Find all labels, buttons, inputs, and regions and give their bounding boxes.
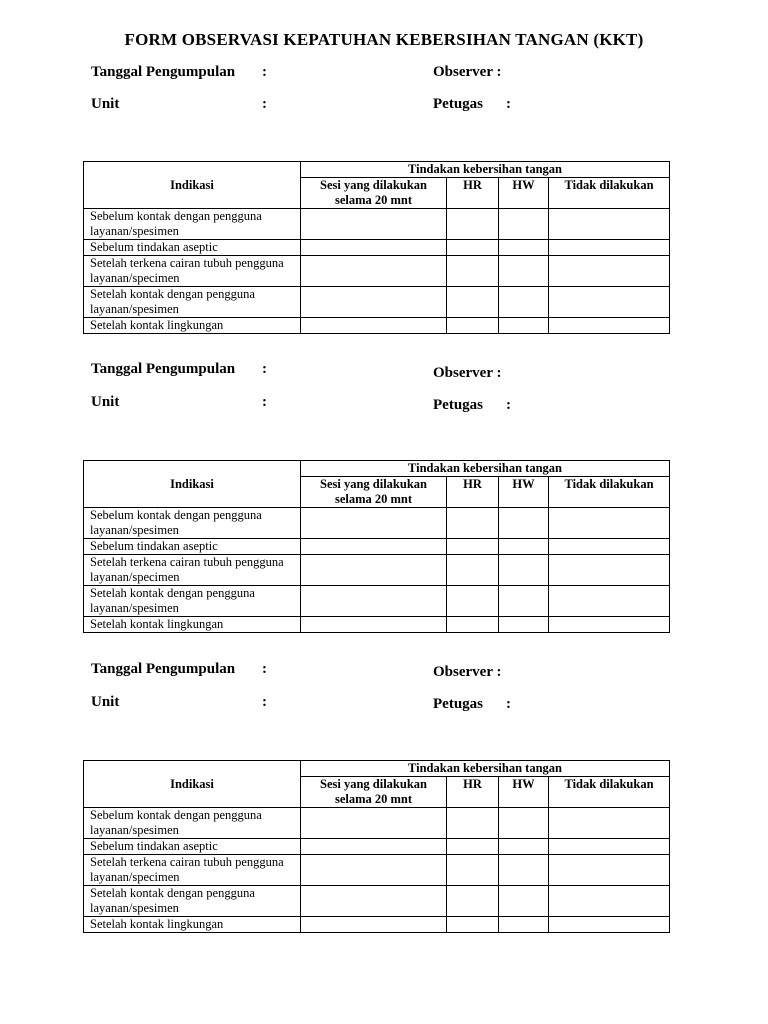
sesi-cell[interactable] xyxy=(301,617,447,633)
form-title: FORM OBSERVASI KEPATUHAN KEBERSIHAN TANGAN (KKT) xyxy=(124,30,644,49)
hr-cell[interactable] xyxy=(447,617,499,633)
hr-header: HR xyxy=(447,477,499,508)
observer-label: Observer : xyxy=(433,64,502,80)
hr-cell[interactable] xyxy=(447,917,499,933)
indikasi-cell: Setelah kontak dengan pengguna layanan/spesimen xyxy=(84,886,301,917)
table-row xyxy=(84,808,670,839)
indikasi-cell: Sebelum tindakan aseptic xyxy=(84,539,301,555)
unit-label: Unit xyxy=(91,394,120,410)
tanggal-colon: : xyxy=(262,661,267,677)
sesi-cell[interactable] xyxy=(301,209,447,240)
tidak-cell[interactable] xyxy=(549,209,670,240)
indikasi-cell: Sebelum kontak dengan pengguna layanan/spesimen xyxy=(84,508,301,539)
hr-cell[interactable] xyxy=(447,839,499,855)
indikasi-cell: Setelah terkena cairan tubuh pengguna layanan/specimen xyxy=(84,256,301,287)
sesi-cell[interactable] xyxy=(301,240,447,256)
hw-cell[interactable] xyxy=(499,808,549,839)
hr-cell[interactable] xyxy=(447,240,499,256)
sesi-header: Sesi yang dilakukan selama 20 mnt xyxy=(301,178,447,209)
sesi-cell[interactable] xyxy=(301,917,447,933)
hw-cell[interactable] xyxy=(499,209,549,240)
petugas-colon: : xyxy=(506,696,511,712)
unit-colon: : xyxy=(262,96,267,112)
tidak-cell[interactable] xyxy=(549,539,670,555)
sesi-cell[interactable] xyxy=(301,839,447,855)
hw-cell[interactable] xyxy=(499,256,549,287)
table-row xyxy=(84,839,670,855)
table-row xyxy=(84,256,670,287)
table-row xyxy=(84,240,670,256)
tindakan-header: Tindakan kebersihan tangan xyxy=(301,461,670,477)
tindakan-header: Tindakan kebersihan tangan xyxy=(301,761,670,777)
table-row xyxy=(84,287,670,318)
tindakan-header: Tindakan kebersihan tangan xyxy=(301,162,670,178)
tidak-cell[interactable] xyxy=(549,318,670,334)
table-row xyxy=(84,886,670,917)
hr-cell[interactable] xyxy=(447,209,499,240)
indikasi-cell: Sebelum kontak dengan pengguna layanan/spesimen xyxy=(84,209,301,240)
hw-header: HW xyxy=(499,477,549,508)
table-row xyxy=(84,209,670,240)
hw-cell[interactable] xyxy=(499,855,549,886)
hw-cell[interactable] xyxy=(499,539,549,555)
hw-header: HW xyxy=(499,178,549,209)
tidak-cell[interactable] xyxy=(549,256,670,287)
tidak-cell[interactable] xyxy=(549,287,670,318)
hw-cell[interactable] xyxy=(499,586,549,617)
indikasi-cell: Sebelum kontak dengan pengguna layanan/spesimen xyxy=(84,808,301,839)
hr-cell[interactable] xyxy=(447,508,499,539)
indikasi-cell: Sebelum tindakan aseptic xyxy=(84,240,301,256)
tidak-header: Tidak dilakukan xyxy=(549,777,670,808)
sesi-cell[interactable] xyxy=(301,287,447,318)
observation-table xyxy=(83,760,670,933)
sesi-cell[interactable] xyxy=(301,256,447,287)
tidak-cell[interactable] xyxy=(549,917,670,933)
petugas-colon: : xyxy=(506,397,511,413)
hw-cell[interactable] xyxy=(499,555,549,586)
indikasi-cell: Setelah kontak lingkungan xyxy=(84,917,301,933)
sesi-cell[interactable] xyxy=(301,808,447,839)
petugas-label: Petugas xyxy=(433,397,483,413)
hr-cell[interactable] xyxy=(447,256,499,287)
sesi-cell[interactable] xyxy=(301,586,447,617)
tanggal-label: Tanggal Pengumpulan xyxy=(91,64,236,80)
tidak-cell[interactable] xyxy=(549,617,670,633)
sesi-cell[interactable] xyxy=(301,508,447,539)
hr-cell[interactable] xyxy=(447,555,499,586)
indikasi-header: Indikasi xyxy=(84,461,301,508)
indikasi-cell: Sebelum tindakan aseptic xyxy=(84,839,301,855)
table-row xyxy=(84,555,670,586)
sesi-header: Sesi yang dilakukan selama 20 mnt xyxy=(301,477,447,508)
tidak-cell[interactable] xyxy=(549,555,670,586)
table-row xyxy=(84,508,670,539)
hw-cell[interactable] xyxy=(499,287,549,318)
sesi-cell[interactable] xyxy=(301,318,447,334)
tidak-header: Tidak dilakukan xyxy=(549,477,670,508)
sesi-header: Sesi yang dilakukan selama 20 mnt xyxy=(301,777,447,808)
indikasi-cell: Setelah terkena cairan tubuh pengguna layanan/specimen xyxy=(84,855,301,886)
hw-cell[interactable] xyxy=(499,617,549,633)
unit-colon: : xyxy=(262,694,267,710)
tidak-cell[interactable] xyxy=(549,855,670,886)
observer-label: Observer : xyxy=(433,365,502,381)
tidak-header: Tidak dilakukan xyxy=(549,178,670,209)
table-row xyxy=(84,318,670,334)
indikasi-cell: Setelah kontak lingkungan xyxy=(84,617,301,633)
tidak-cell[interactable] xyxy=(549,586,670,617)
table-row xyxy=(84,617,670,633)
hw-cell[interactable] xyxy=(499,240,549,256)
sesi-cell[interactable] xyxy=(301,886,447,917)
tanggal-label: Tanggal Pengumpulan xyxy=(91,361,236,377)
observation-table xyxy=(83,161,670,334)
hr-cell[interactable] xyxy=(447,539,499,555)
hr-cell[interactable] xyxy=(447,318,499,334)
indikasi-header: Indikasi xyxy=(84,162,301,209)
tanggal-colon: : xyxy=(262,64,267,80)
indikasi-cell: Setelah kontak dengan pengguna layanan/spesimen xyxy=(84,287,301,318)
indikasi-header: Indikasi xyxy=(84,761,301,808)
unit-label: Unit xyxy=(91,96,120,112)
tidak-cell[interactable] xyxy=(549,808,670,839)
hr-header: HR xyxy=(447,178,499,209)
tanggal-colon: : xyxy=(262,361,267,377)
table-row xyxy=(84,586,670,617)
hr-cell[interactable] xyxy=(447,886,499,917)
sesi-cell[interactable] xyxy=(301,855,447,886)
indikasi-cell: Setelah terkena cairan tubuh pengguna layanan/specimen xyxy=(84,555,301,586)
indikasi-cell: Setelah kontak dengan pengguna layanan/spesimen xyxy=(84,586,301,617)
table-row xyxy=(84,539,670,555)
tidak-cell[interactable] xyxy=(549,508,670,539)
table-row xyxy=(84,917,670,933)
hr-cell[interactable] xyxy=(447,855,499,886)
hw-header: HW xyxy=(499,777,549,808)
unit-label: Unit xyxy=(91,694,120,710)
petugas-colon: : xyxy=(506,96,511,112)
tanggal-label: Tanggal Pengumpulan xyxy=(91,661,236,677)
hw-cell[interactable] xyxy=(499,508,549,539)
sesi-cell[interactable] xyxy=(301,539,447,555)
hw-cell[interactable] xyxy=(499,839,549,855)
hr-cell[interactable] xyxy=(447,287,499,318)
hw-cell[interactable] xyxy=(499,917,549,933)
observation-table xyxy=(83,460,670,633)
petugas-label: Petugas xyxy=(433,696,483,712)
tidak-cell[interactable] xyxy=(549,839,670,855)
tidak-cell[interactable] xyxy=(549,886,670,917)
tidak-cell[interactable] xyxy=(549,240,670,256)
indikasi-cell: Setelah kontak lingkungan xyxy=(84,318,301,334)
hw-cell[interactable] xyxy=(499,318,549,334)
table-row xyxy=(84,855,670,886)
sesi-cell[interactable] xyxy=(301,555,447,586)
unit-colon: : xyxy=(262,394,267,410)
hr-cell[interactable] xyxy=(447,808,499,839)
hr-cell[interactable] xyxy=(447,586,499,617)
petugas-label: Petugas xyxy=(433,96,483,112)
hw-cell[interactable] xyxy=(499,886,549,917)
observer-label: Observer : xyxy=(433,664,502,680)
hr-header: HR xyxy=(447,777,499,808)
